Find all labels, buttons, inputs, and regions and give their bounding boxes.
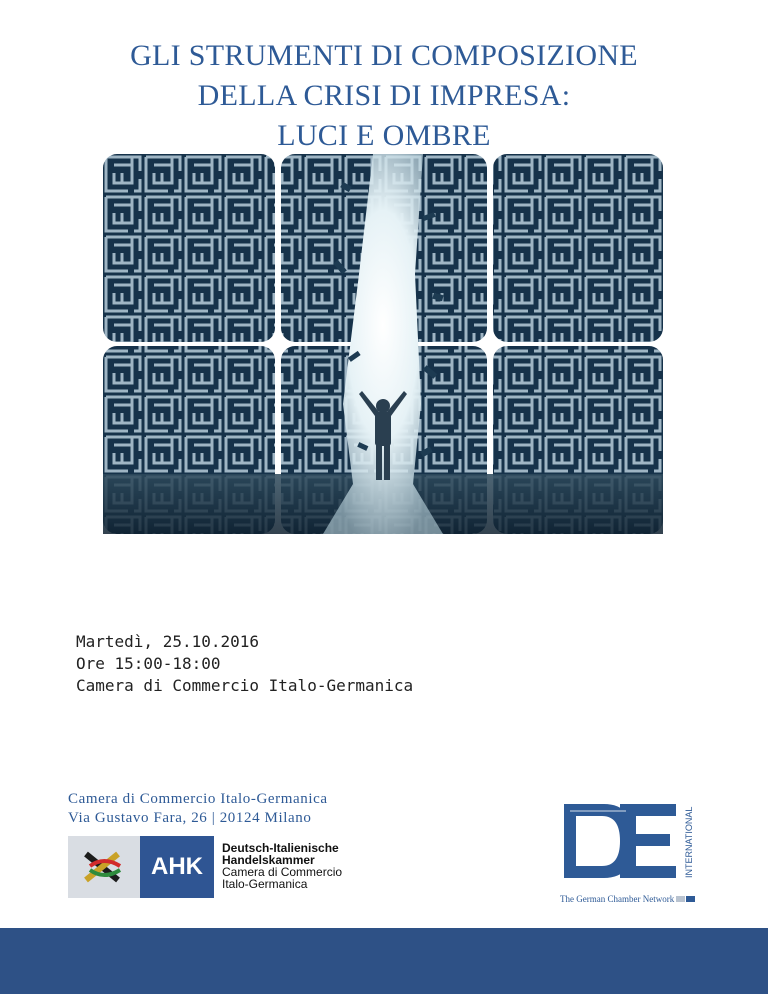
event-venue: Camera di Commercio Italo-Germanica	[76, 676, 414, 695]
event-date: Martedì, 25.10.2016	[76, 632, 260, 651]
maze-hero-image	[103, 154, 663, 534]
organizer-name: Camera di Commercio Italo-Germanica	[68, 791, 328, 807]
ahk-logo	[68, 836, 348, 898]
page-title	[0, 36, 768, 156]
ahk-line-4: Italo-Germanica	[222, 877, 308, 891]
footer-bar	[0, 928, 768, 994]
de-vertical-label	[683, 800, 695, 878]
de-international-logo	[560, 796, 700, 906]
event-details	[76, 631, 413, 697]
de-vertical-text: INTERNATIONAL	[684, 806, 694, 878]
title-line-2: DELLA CRISI DI IMPRESA:	[197, 79, 571, 112]
ahk-line-1: Deutsch-Italienische	[222, 841, 339, 855]
de-tagline: The German Chamber Network	[560, 894, 675, 904]
title-line-1: GLI STRUMENTI DI COMPOSIZIONE	[130, 39, 638, 72]
event-time: Ore 15:00-18:00	[76, 654, 221, 673]
ahk-line-2: Handelskammer	[222, 853, 315, 867]
ahk-line-3: Camera di Commercio	[222, 865, 343, 879]
ahk-text	[222, 842, 342, 890]
ahk-flag-emblem	[68, 836, 140, 898]
organizer-address: Via Gustavo Fara, 26 | 20124 Milano	[68, 810, 312, 826]
organizer-block	[68, 790, 328, 828]
ahk-acronym: AHK	[140, 836, 214, 898]
title-line-3: LUCI E OMBRE	[277, 119, 491, 152]
